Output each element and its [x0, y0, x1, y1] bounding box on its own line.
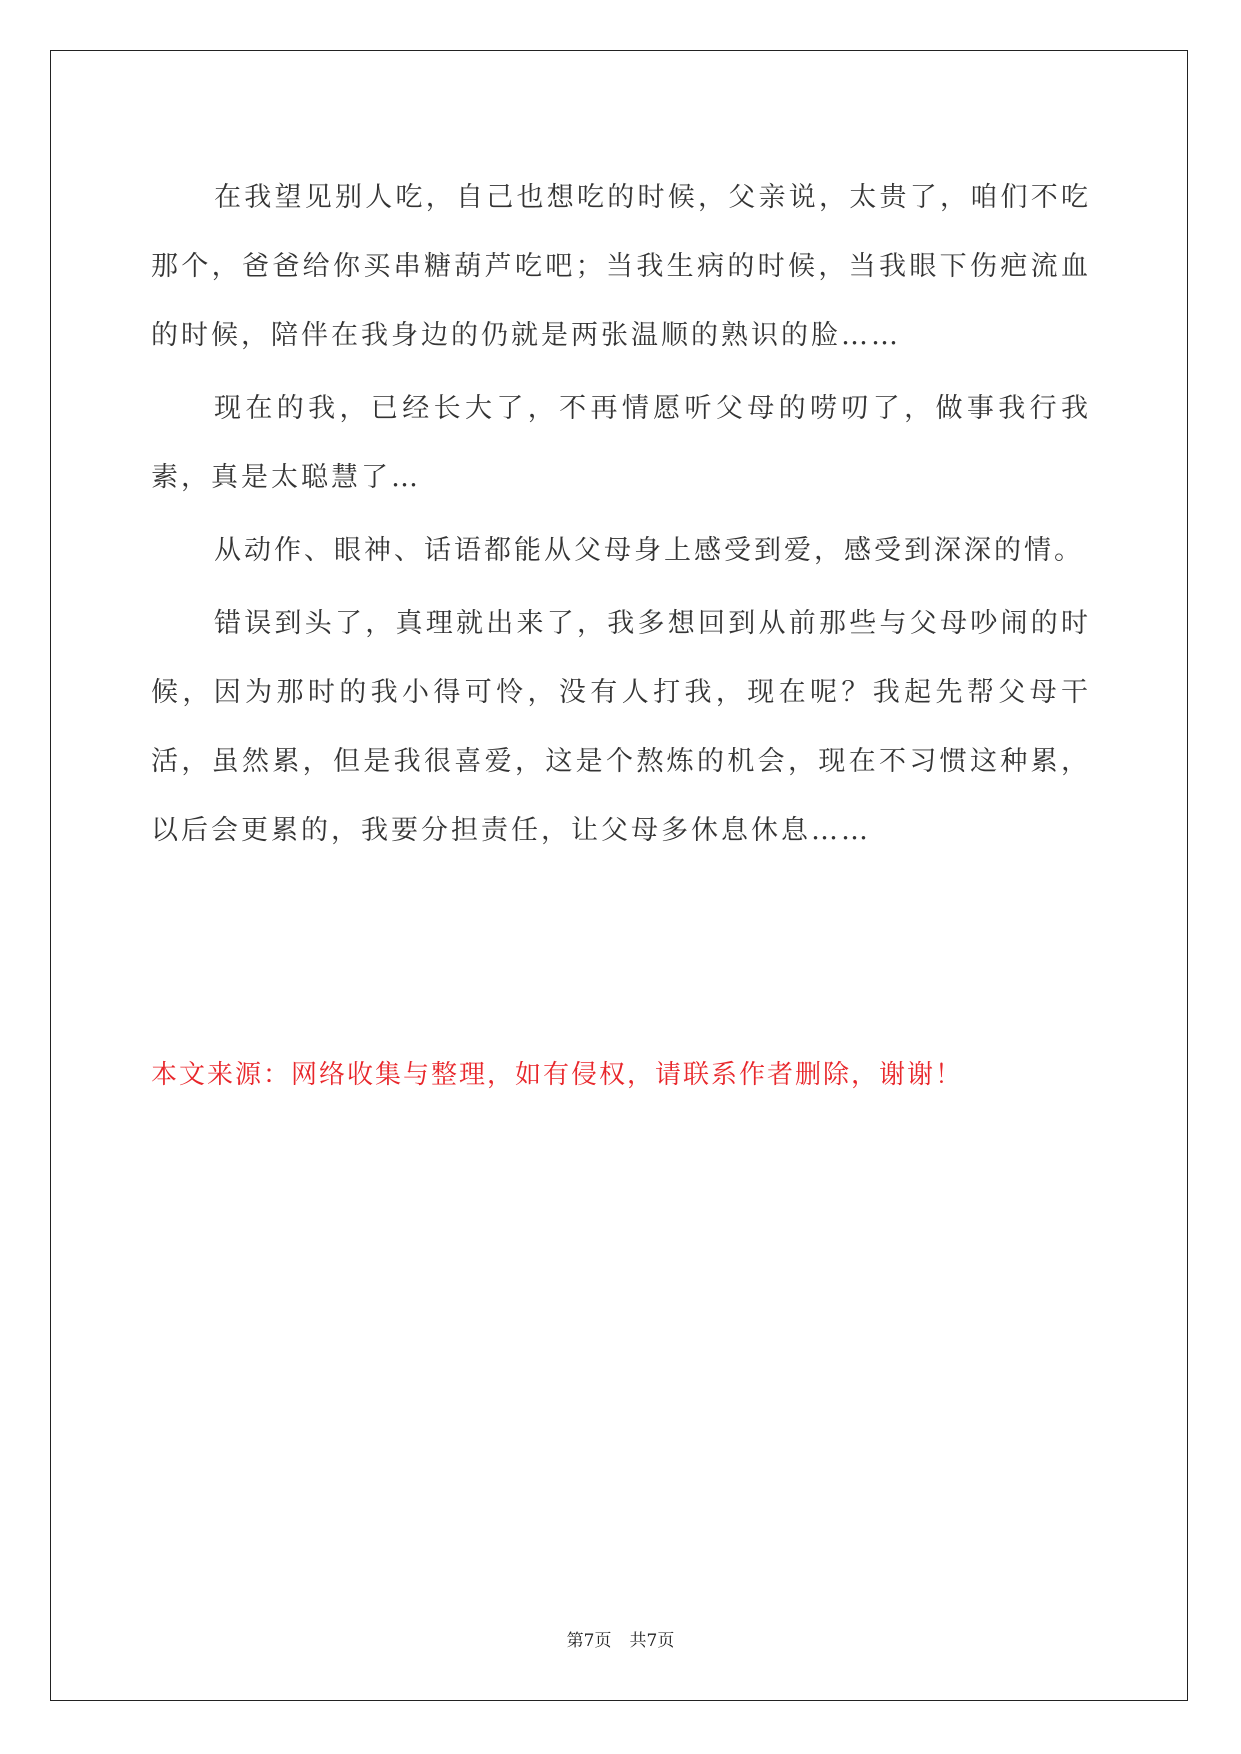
paragraph: 在我望见别人吃，自己也想吃的时候，父亲说，太贵了，咱们不吃那个，爸爸给你买串糖葫芦吃吧；当我生病的时候，当我眼下伤疤流血的时候，陪伴在我身边的仍就是两张温顺的熟识的脸…… — [151, 182, 1091, 351]
document-body — [151, 163, 1091, 865]
paragraph: 从动作、眼神、话语都能从父母身上感受到爱，感受到深深的情。 — [214, 535, 1084, 566]
paragraph: 现在的我，已经长大了，不再情愿听父母的唠叨了，做事我行我素，真是太聪慧了… — [151, 393, 1091, 493]
source-note: 本文来源：网络收集与整理，如有侵权，请联系作者删除，谢谢！ — [151, 1060, 964, 1090]
page-number-total: 共7页 — [629, 1631, 675, 1651]
page-number-current: 第7页 — [566, 1631, 612, 1651]
page-footer — [0, 1626, 1241, 1651]
paragraph: 错误到头了，真理就出来了，我多想回到从前那些与父母吵闹的时候，因为那时的我小得可怜，没有人打我，现在呢？我起先帮父母干活，虽然累，但是我很喜爱，这是个熬炼的机会，现在不习惯这种累，以后会更累的，我要分担责任，让父母多休息休息…… — [151, 608, 1091, 846]
